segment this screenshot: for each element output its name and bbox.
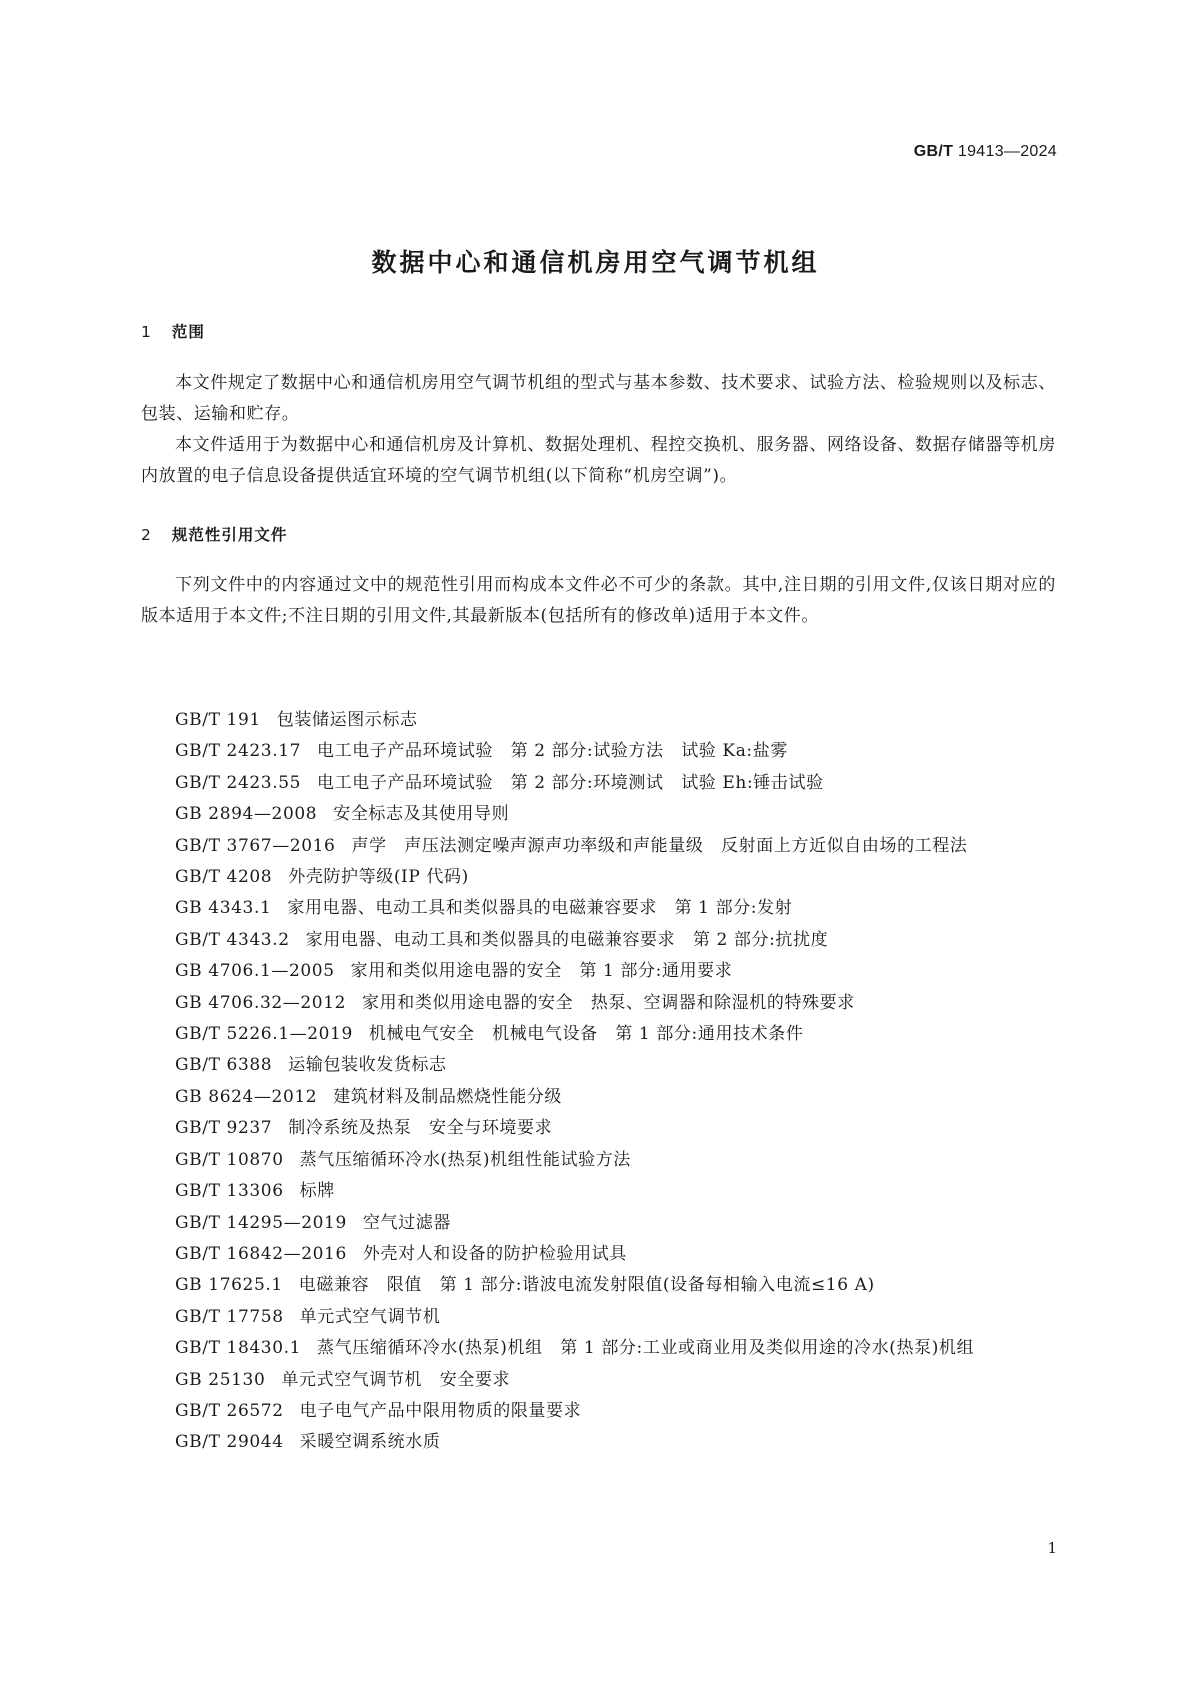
reference-item bbox=[141, 1333, 1056, 1364]
reference-code: GB/T 13306 bbox=[175, 1181, 284, 1202]
reference-code: GB 4343.1 bbox=[175, 898, 272, 919]
section-1-number: 1 bbox=[141, 323, 152, 341]
reference-code: GB/T 18430.1 bbox=[175, 1338, 302, 1359]
section-1-paragraph-1: 本文件规定了数据中心和通信机房用空气调节机组的型式与基本参数、技术要求、试验方法、检验规则以及标志、包装、运输和贮存。 bbox=[141, 373, 1056, 424]
reference-code: GB 4706.1—2005 bbox=[175, 961, 335, 982]
reference-item bbox=[141, 1113, 1056, 1144]
reference-item bbox=[141, 1176, 1056, 1207]
reference-item bbox=[141, 1396, 1056, 1427]
reference-item bbox=[141, 1019, 1056, 1050]
reference-item bbox=[141, 956, 1056, 987]
reference-code: GB/T 29044 bbox=[175, 1432, 284, 1453]
reference-code: GB/T 6388 bbox=[175, 1055, 273, 1076]
reference-code: GB/T 2423.55 bbox=[175, 772, 302, 793]
reference-title: 蒸气压缩循环冷水(热泵)机组 第 1 部分:工业或商业用及类似用途的冷水(热泵)机组 bbox=[317, 1338, 975, 1359]
reference-title: 电工电子产品环境试验 第 2 部分:试验方法 试验 Ka:盐雾 bbox=[317, 741, 788, 762]
section-1-title: 范围 bbox=[171, 323, 205, 341]
reference-title: 家用电器、电动工具和类似器具的电磁兼容要求 第 1 部分:发射 bbox=[287, 898, 793, 919]
section-2-heading bbox=[141, 523, 287, 545]
reference-title: 外壳防护等级(IP 代码) bbox=[288, 867, 469, 888]
reference-title: 电工电子产品环境试验 第 2 部分:环境测试 试验 Eh:锤击试验 bbox=[317, 772, 824, 793]
section-2-title: 规范性引用文件 bbox=[171, 526, 288, 544]
reference-title: 声学 声压法测定噪声源声功率级和声能量级 反射面上方近似自由场的工程法 bbox=[351, 835, 968, 856]
reference-item bbox=[141, 831, 1056, 862]
reference-code: GB/T 17758 bbox=[175, 1306, 284, 1327]
reference-code: GB/T 10870 bbox=[175, 1149, 284, 1170]
reference-title: 空气过滤器 bbox=[362, 1212, 451, 1233]
reference-item bbox=[141, 736, 1056, 767]
reference-item bbox=[141, 799, 1056, 830]
reference-code: GB 8624—2012 bbox=[175, 1086, 318, 1107]
reference-list bbox=[141, 705, 1056, 1459]
reference-title: 电磁兼容 限值 第 1 部分:谐波电流发射限值(设备每相输入电流≤16 A) bbox=[298, 1275, 875, 1296]
reference-item bbox=[141, 1208, 1056, 1239]
reference-code: GB/T 4208 bbox=[175, 867, 273, 888]
reference-code: GB/T 2423.17 bbox=[175, 741, 302, 762]
reference-code: GB/T 5226.1—2019 bbox=[175, 1024, 353, 1045]
reference-item bbox=[141, 1239, 1056, 1270]
reference-code: GB/T 3767—2016 bbox=[175, 835, 336, 856]
reference-code: GB/T 16842—2016 bbox=[175, 1243, 347, 1264]
reference-title: 家用和类似用途电器的安全 热泵、空调器和除湿机的特殊要求 bbox=[362, 992, 855, 1013]
reference-item bbox=[141, 1427, 1056, 1458]
reference-item bbox=[141, 768, 1056, 799]
document-title: 数据中心和通信机房用空气调节机组 bbox=[371, 248, 820, 277]
reference-item bbox=[141, 893, 1056, 924]
section-2-number: 2 bbox=[141, 526, 152, 544]
reference-title: 标牌 bbox=[299, 1181, 335, 1202]
reference-title: 单元式空气调节机 bbox=[299, 1306, 441, 1327]
reference-item bbox=[141, 1050, 1056, 1081]
reference-code: GB/T 4343.2 bbox=[175, 929, 290, 950]
reference-code: GB/T 9237 bbox=[175, 1118, 273, 1139]
reference-item bbox=[141, 988, 1056, 1019]
reference-title: 单元式空气调节机 安全要求 bbox=[281, 1369, 511, 1390]
reference-code: GB 4706.32—2012 bbox=[175, 992, 347, 1013]
reference-item bbox=[141, 925, 1056, 956]
standard-prefix: GB/T bbox=[913, 143, 954, 160]
reference-title: 采暖空调系统水质 bbox=[299, 1432, 441, 1453]
reference-code: GB 2894—2008 bbox=[175, 804, 318, 825]
reference-title: 蒸气压缩循环冷水(热泵)机组性能试验方法 bbox=[299, 1149, 631, 1170]
reference-title: 包装储运图示标志 bbox=[276, 710, 418, 730]
reference-title: 机械电气安全 机械电气设备 第 1 部分:通用技术条件 bbox=[368, 1024, 804, 1045]
reference-item bbox=[141, 862, 1056, 893]
reference-code: GB/T 191 bbox=[175, 710, 261, 730]
standard-suffix: 19413—2024 bbox=[957, 143, 1057, 160]
section-1-heading bbox=[141, 320, 205, 342]
reference-item bbox=[141, 1082, 1056, 1113]
reference-title: 外壳对人和设备的防护检验用试具 bbox=[362, 1243, 627, 1264]
reference-title: 家用电器、电动工具和类似器具的电磁兼容要求 第 2 部分:抗扰度 bbox=[305, 929, 829, 950]
reference-item bbox=[141, 1365, 1056, 1396]
reference-item bbox=[141, 705, 1056, 736]
page-number: 1 bbox=[1047, 1539, 1057, 1557]
reference-item bbox=[141, 1302, 1056, 1333]
section-1-paragraph-2: 本文件适用于为数据中心和通信机房及计算机、数据处理机、程控交换机、服务器、网络设备、数据存储器等机房内放置的电子信息设备提供适宜环境的空气调节机组(以下简称“机房空调”)。 bbox=[141, 435, 1056, 486]
reference-title: 运输包装收发货标志 bbox=[288, 1055, 447, 1076]
reference-item bbox=[141, 1270, 1056, 1301]
reference-code: GB 25130 bbox=[175, 1369, 266, 1390]
reference-title: 电子电气产品中限用物质的限量要求 bbox=[299, 1400, 582, 1421]
reference-code: GB/T 26572 bbox=[175, 1400, 284, 1421]
reference-title: 家用和类似用途电器的安全 第 1 部分:通用要求 bbox=[350, 961, 733, 982]
reference-title: 建筑材料及制品燃烧性能分级 bbox=[333, 1086, 563, 1107]
reference-item bbox=[141, 1145, 1056, 1176]
section-2-intro: 下列文件中的内容通过文中的规范性引用而构成本文件必不可少的条款。其中,注日期的引用文件,仅该日期对应的版本适用于本文件;不注日期的引用文件,其最新版本(包括所有的修改单)适用于本文件。 bbox=[141, 575, 1056, 626]
reference-title: 安全标志及其使用导则 bbox=[333, 804, 510, 825]
reference-code: GB/T 14295—2019 bbox=[175, 1212, 347, 1233]
standard-number bbox=[914, 143, 1057, 161]
reference-title: 制冷系统及热泵 安全与环境要求 bbox=[288, 1118, 553, 1139]
reference-code: GB 17625.1 bbox=[175, 1275, 283, 1296]
